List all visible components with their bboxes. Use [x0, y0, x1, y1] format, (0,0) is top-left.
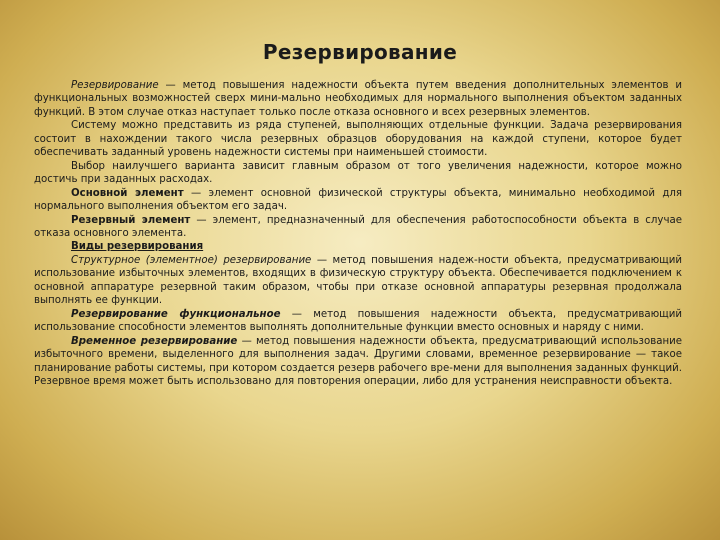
paragraph-reserve-element: [34, 214, 682, 241]
section-heading: [34, 240, 682, 253]
paragraph-functional: [34, 308, 682, 335]
paragraph-text: — метод повышения надежности объекта, предусматривающий использование способности элементов выполнять дополнительные функции вместо основных и наряду с ними.: [34, 308, 682, 334]
paragraph-main-element: [34, 187, 682, 214]
paragraph-structural: [34, 254, 682, 308]
paragraph-text: Систему можно представить из ряда ступеней, выполняющих отдельные функции. Задача резервирования состоит в нахождении такого числа резервных образцов оборудования на каждой ступени, которое будет обеспечивать заданный уровень надежности системы при наименьшей стоимости.: [34, 120, 682, 159]
paragraph-text: — метод повышения надежности объекта путем введения дополнительных элементов и функциональных возможностей сверх мини-мально необходимых для нормального выполнения объектом заданных функций. В этом случае отказ наступает только после отказа основного и всех резервных элементов.: [34, 80, 682, 118]
paragraph-text: — метод повышения надежности объекта, предусматривающий использование избыточного времени, выделенного для выполнения задач. Другими словами, временное резервирование — такое планирование работы системы, при котором создается резерв рабочего вре-мени для выполнения заданных функций. Резервное время может быть использовано для повторения операции, либо для устранения неисправности объекта.: [34, 335, 682, 387]
paragraph-definition: [34, 79, 682, 119]
term-reserve-element: Резервный элемент: [71, 214, 191, 226]
term-structural: Структурное (элементное) резервирование: [71, 254, 312, 266]
term-main-element: Основной элемент: [71, 187, 184, 199]
term-functional: Резервирование функциональное: [71, 308, 281, 320]
heading-types: Виды резервирования: [71, 241, 204, 253]
term-temporal: Временное резервирование: [71, 335, 238, 347]
term-reservation: Резервирование: [71, 80, 159, 91]
paragraph-choice: [34, 160, 682, 187]
paragraph-text: — метод повышения надеж-ности объекта, предусматривающий использование избыточных элементов, входящих в физическую структуру объекта. Обеспечивается подключением к основной аппаратуре резервной таким образом, чтобы при отказе основной аппаратуры резервная продолжала выполнять ее функции.: [34, 254, 682, 307]
paragraph-temporal: [34, 335, 682, 389]
slide-body: [34, 79, 682, 388]
paragraph-text: Выбор наилучшего варианта зависит главным образом от того увеличения надежности, которое можно достичь при заданных расходах.: [34, 160, 682, 186]
slide-title: Резервирование: [262, 40, 458, 64]
paragraph-system: [34, 119, 682, 159]
paragraph-text: — элемент, предназначенный для обеспечения работоспособности объекта в случае отказа основного элемента.: [34, 214, 682, 239]
paragraph-text: — элемент основной физической структуры объекта, минимально необходимой для нормального выполнения объектом его задач.: [34, 187, 682, 213]
